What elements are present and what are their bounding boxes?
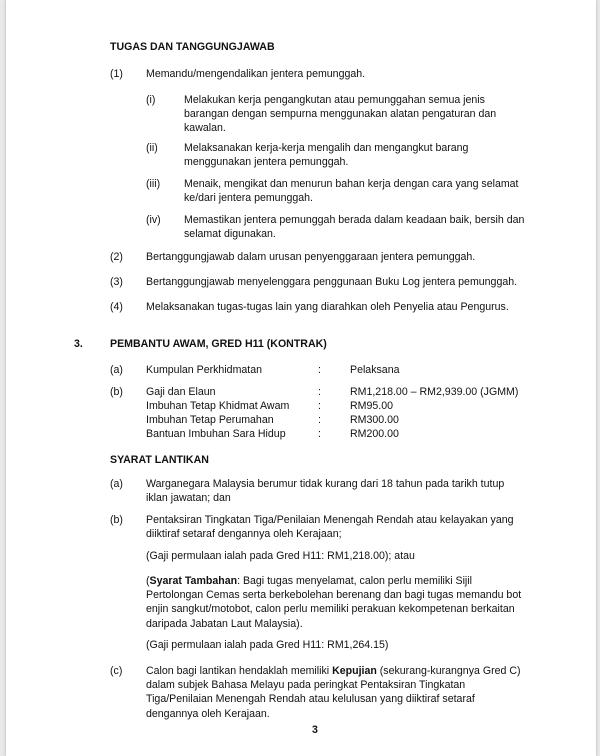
item-text bbox=[146, 513, 530, 541]
item-number: (c) bbox=[110, 665, 123, 677]
row-value: RM1,218.00 – RM2,939.00 (JGMM) bbox=[350, 386, 519, 398]
item-text: Melaksanakan tugas-tugas lain yang diarahkan oleh Penyelia atau Pengurus. bbox=[146, 301, 509, 313]
text-line: kawalan. bbox=[184, 122, 226, 135]
item-text: Bertanggungjawab menyelenggara penggunaan Buku Log jentera pemunggah. bbox=[146, 276, 518, 288]
subitem-text bbox=[184, 213, 526, 241]
kepujian-label: Kepujian bbox=[332, 665, 377, 677]
subitem-number: (iii) bbox=[146, 178, 161, 190]
row-name: Imbuhan Tetap Khidmat Awam bbox=[146, 400, 290, 412]
text-line bbox=[146, 664, 530, 678]
item-text bbox=[146, 477, 530, 505]
text-line: ke/dari jentera pemunggah. bbox=[184, 192, 313, 205]
text-line: menggunakan jentera pemunggah. bbox=[184, 156, 349, 169]
row-value: RM95.00 bbox=[350, 400, 393, 412]
text-span: (sekurang-kurangnya Gred C) bbox=[376, 665, 521, 677]
item-number: (1) bbox=[110, 68, 123, 80]
row-colon: : bbox=[318, 428, 321, 440]
item-number: (4) bbox=[110, 301, 123, 313]
row-colon: : bbox=[318, 364, 321, 376]
text-line: dalam subjek Bahasa Melayu pada peringkat Pentaksiran Tingkatan bbox=[146, 679, 466, 692]
text-line: Melakukan kerja pengangkutan atau pemunggahan semua jenis bbox=[184, 94, 485, 106]
document-page bbox=[6, 0, 596, 756]
row-label: (b) bbox=[110, 386, 123, 398]
section-number: 3. bbox=[74, 338, 83, 350]
text-span: : Bagi tugas menyelamat, calon perlu memiliki Sijil bbox=[237, 575, 472, 587]
section-title: PEMBANTU AWAM, GRED H11 (KONTRAK) bbox=[110, 338, 327, 350]
row-colon: : bbox=[318, 400, 321, 412]
item-number: (b) bbox=[110, 514, 123, 526]
item-text bbox=[146, 664, 530, 721]
item-text: Memandu/mengendalikan jentera pemunggah. bbox=[146, 68, 366, 80]
page-number: 3 bbox=[312, 724, 318, 736]
item-number: (3) bbox=[110, 276, 123, 288]
item-number: (2) bbox=[110, 251, 123, 263]
text-line: dengannya oleh Kerajaan. bbox=[146, 707, 270, 720]
text-span: Calon bagi lantikan hendaklah memiliki bbox=[146, 665, 333, 677]
subitem-number: (iv) bbox=[146, 214, 161, 226]
text-line bbox=[146, 574, 530, 588]
row-value: Pelaksana bbox=[350, 364, 400, 376]
section-heading-tugas: TUGAS DAN TANGGUNGJAWAB bbox=[110, 41, 275, 53]
paren-open: ( bbox=[146, 575, 150, 587]
row-name: Gaji dan Elaun bbox=[146, 386, 216, 398]
text-line: Memastikan jentera pemunggah berada dalam keadaan baik, bersih dan bbox=[184, 214, 525, 226]
subitem-text bbox=[184, 141, 526, 169]
row-name: Bantuan Imbuhan Sara Hidup bbox=[146, 428, 286, 440]
row-name: Kumpulan Perkhidmatan bbox=[146, 364, 263, 376]
item-number: (a) bbox=[110, 478, 123, 490]
item-text: Bertanggungjawab dalam urusan penyenggaraan jentera pemunggah. bbox=[146, 251, 476, 263]
row-colon: : bbox=[318, 414, 321, 426]
row-name: Imbuhan Tetap Perumahan bbox=[146, 414, 274, 426]
text-line: enjin sangkut/motobot, calon perlu memiliki perakuan kekompetenan berkaitan bbox=[146, 603, 515, 616]
text-line: Pentaksiran Tingkatan Tiga/Penilaian Menengah Rendah atau kelayakan yang bbox=[146, 514, 514, 526]
text-line: selamat digunakan. bbox=[184, 228, 276, 241]
row-value: RM200.00 bbox=[350, 428, 399, 440]
text-line: diiktiraf setaraf dengannya oleh Kerajaan; bbox=[146, 528, 342, 541]
salary-note: (Gaji permulaan ialah pada Gred H11: RM1,218.00); atau bbox=[146, 550, 415, 562]
row-colon: : bbox=[318, 386, 321, 398]
row-value: RM300.00 bbox=[350, 414, 399, 426]
additional-requirement bbox=[146, 574, 530, 631]
row-label: (a) bbox=[110, 364, 123, 376]
subitem-number: (ii) bbox=[146, 142, 158, 154]
text-line: barangan dengan sempurna menggunakan alatan pengaturan dan bbox=[184, 108, 497, 121]
salary-note: (Gaji permulaan ialah pada Gred H11: RM1,264.15) bbox=[146, 639, 389, 651]
text-line: Menaik, mengikat dan menurun bahan kerja dengan cara yang selamat bbox=[184, 178, 519, 190]
syarat-tambahan-label: Syarat Tambahan bbox=[149, 575, 238, 587]
text-line: iklan jawatan; dan bbox=[146, 492, 231, 505]
text-line: Melaksanakan kerja-kerja mengalih dan mengangkut barang bbox=[184, 142, 469, 154]
text-line: daripada Jabatan Laut Malaysia). bbox=[146, 617, 303, 630]
section-heading-syarat: SYARAT LANTIKAN bbox=[110, 454, 209, 466]
subitem-text bbox=[184, 177, 526, 205]
subitem-text bbox=[184, 93, 526, 136]
text-line: Pertolongan Cemas serta berkebolehan berenang dan bagi tugas memandu bot bbox=[146, 589, 522, 602]
text-line: Warganegara Malaysia berumur tidak kurang dari 18 tahun pada tarikh tutup bbox=[146, 478, 505, 490]
subitem-number: (i) bbox=[146, 94, 156, 106]
text-line: Tiga/Penilaian Menengah Rendah atau kelulusan yang diiktiraf setaraf bbox=[146, 693, 475, 706]
